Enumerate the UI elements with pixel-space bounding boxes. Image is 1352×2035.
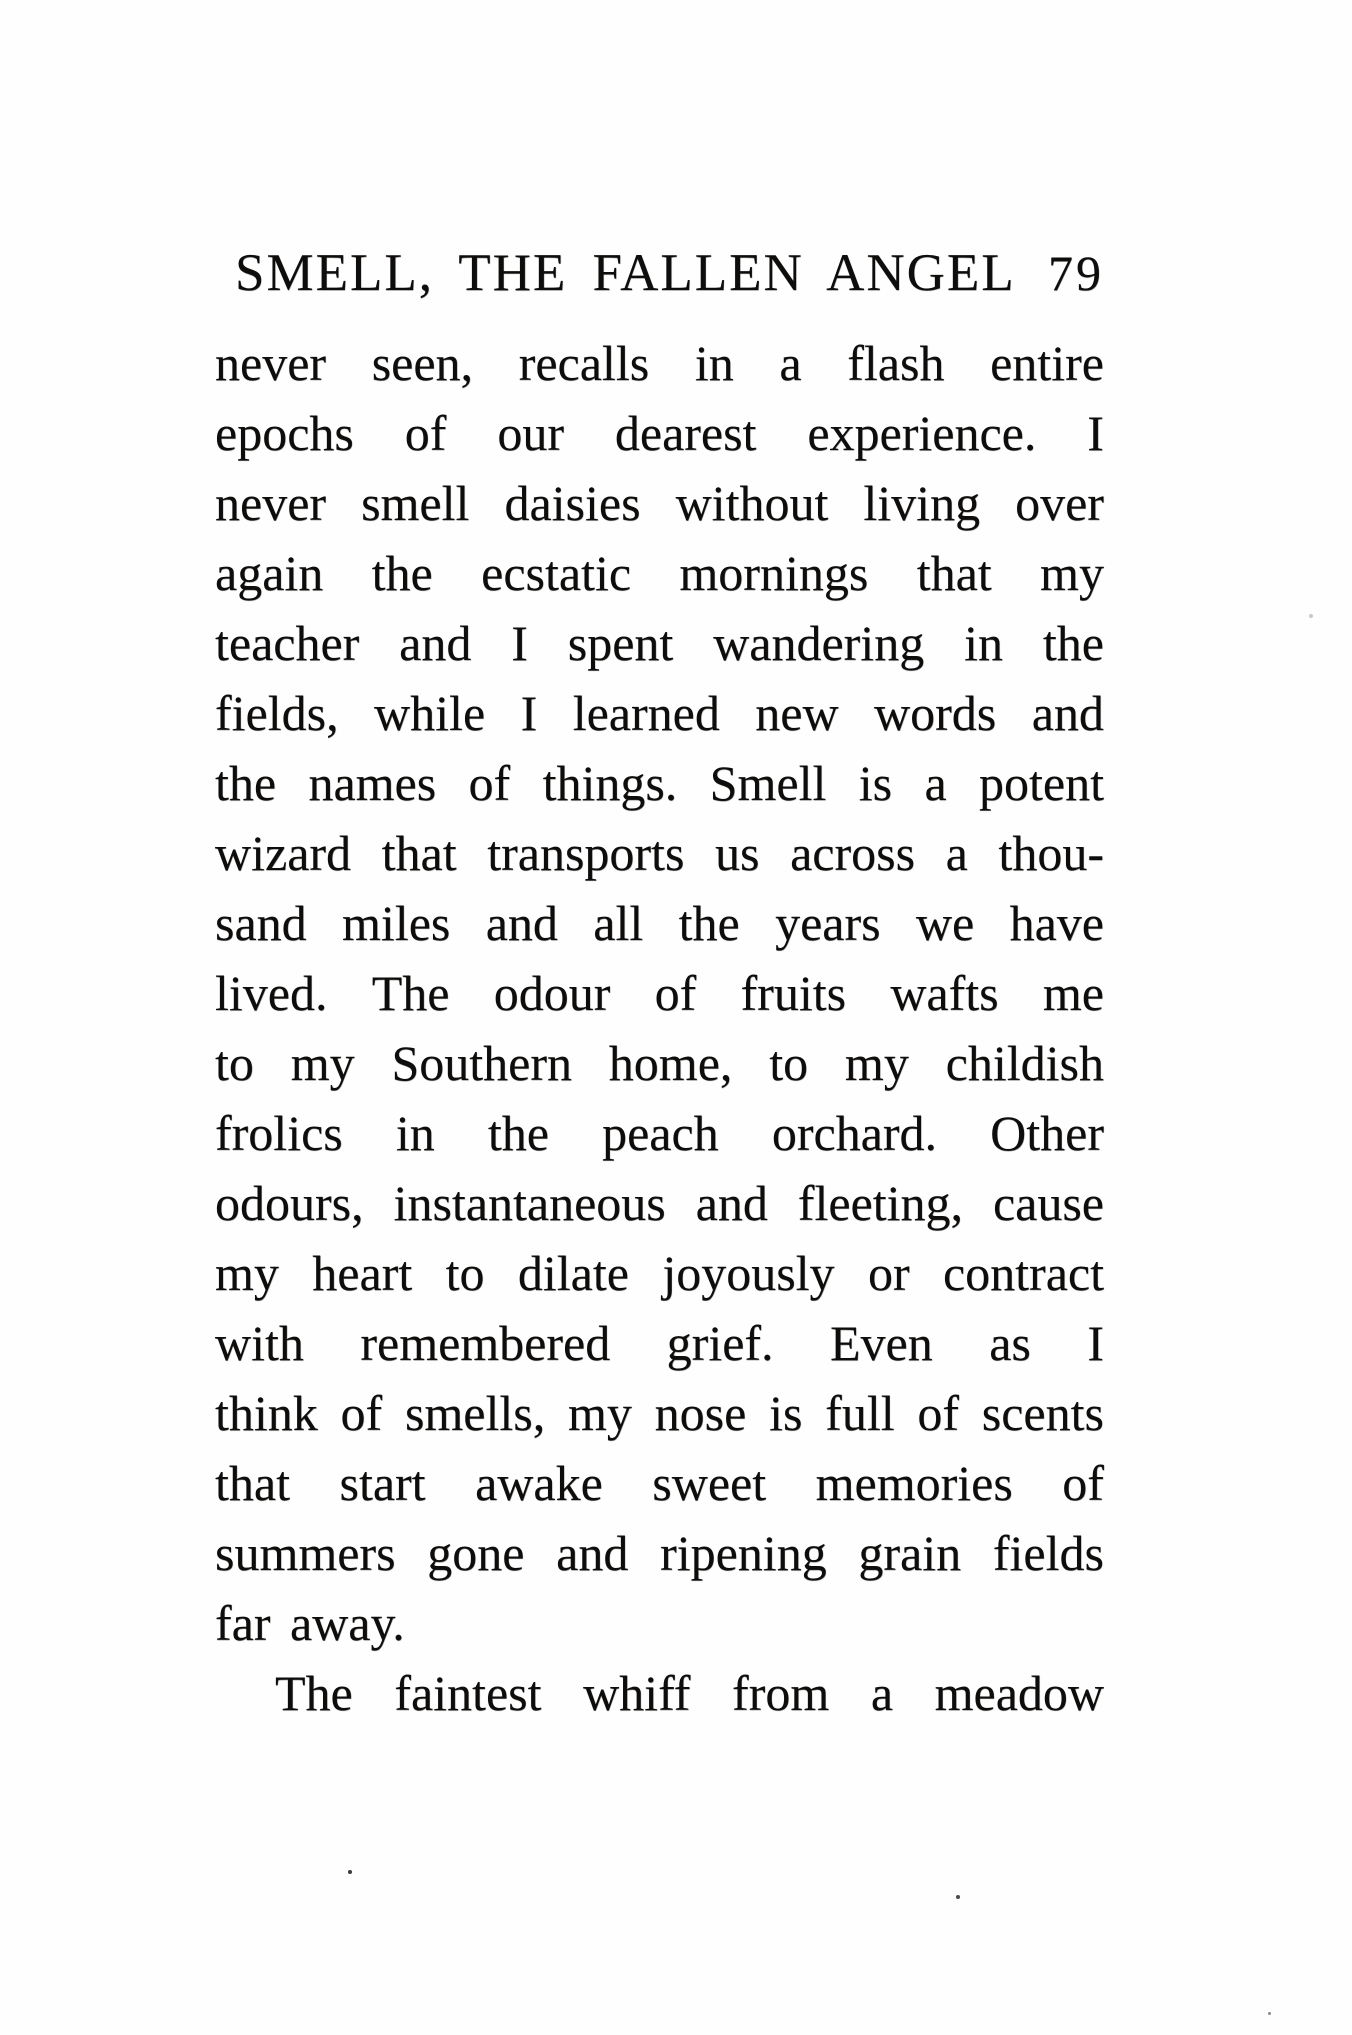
word: wizard <box>215 825 352 881</box>
word: The <box>371 965 450 1021</box>
word: names <box>308 755 437 811</box>
word: Southern <box>391 1035 572 1091</box>
word: the <box>1042 615 1104 671</box>
word: awake <box>475 1455 603 1511</box>
word: ecstatic <box>481 545 632 601</box>
word: of <box>468 755 511 811</box>
scan-speck <box>348 1870 352 1874</box>
word: wafts <box>890 965 999 1021</box>
word: we <box>915 895 975 951</box>
word: miles <box>342 895 451 951</box>
word: remembered <box>360 1315 611 1371</box>
word: across <box>790 825 916 881</box>
word: instantaneous <box>393 1175 666 1231</box>
word: learned <box>572 685 720 741</box>
word: I <box>1087 405 1104 461</box>
text-line <box>215 1378 1104 1448</box>
scan-speck <box>1309 614 1313 618</box>
word: seen, <box>371 335 474 391</box>
word: thou- <box>998 825 1104 881</box>
word: cause <box>992 1175 1104 1231</box>
word: my <box>215 1245 279 1301</box>
word: of <box>654 965 697 1021</box>
word: gone <box>427 1525 525 1581</box>
text-line <box>215 1028 1104 1098</box>
word: faintest <box>394 1665 542 1721</box>
word: while <box>374 685 486 741</box>
word: the <box>371 545 433 601</box>
text-line <box>215 818 1104 888</box>
word: that <box>381 825 457 881</box>
word: my <box>568 1385 632 1441</box>
text-line <box>215 1238 1104 1308</box>
word: sweet <box>652 1455 767 1511</box>
word: The <box>275 1665 353 1721</box>
word: from <box>732 1665 830 1721</box>
word: smell <box>361 475 470 531</box>
word: without <box>675 475 829 531</box>
text-line <box>215 608 1104 678</box>
word: me <box>1042 965 1104 1021</box>
word: orchard. <box>771 1105 937 1161</box>
word: of <box>404 405 447 461</box>
word: wandering <box>713 615 925 671</box>
word: is <box>858 755 893 811</box>
word: over <box>1015 475 1104 531</box>
word: meadow <box>934 1665 1104 1721</box>
word: in <box>694 335 734 391</box>
word: us <box>715 825 760 881</box>
word: heart <box>312 1245 413 1301</box>
word: that <box>916 545 992 601</box>
word: years <box>775 895 881 951</box>
word: my <box>290 1035 355 1091</box>
word: and <box>695 1175 768 1231</box>
word: a <box>779 335 802 391</box>
word: joyously <box>662 1245 835 1301</box>
running-title: SMELL, THE FALLEN ANGEL <box>235 244 1016 302</box>
word: entire <box>990 335 1104 391</box>
word: start <box>339 1455 426 1511</box>
word: I <box>1087 1315 1104 1371</box>
word: smells, <box>404 1385 546 1441</box>
text-line <box>215 1308 1104 1378</box>
text-line <box>215 1098 1104 1168</box>
word: contract <box>942 1245 1104 1301</box>
word: ripening <box>660 1525 827 1581</box>
text-line <box>215 1448 1104 1518</box>
word: epochs <box>215 405 354 461</box>
word: I <box>520 685 538 741</box>
word: daisies <box>504 475 641 531</box>
word: transports <box>487 825 685 881</box>
word: Other <box>990 1105 1104 1161</box>
scan-speck <box>956 1895 960 1899</box>
word: never <box>215 335 327 391</box>
word: whiff <box>583 1665 691 1721</box>
word: a <box>945 825 968 881</box>
word: a <box>870 1665 894 1721</box>
word: our <box>497 405 564 461</box>
text-line <box>215 468 1104 538</box>
text-line <box>215 1168 1104 1238</box>
word: and <box>399 615 472 671</box>
word: sand <box>215 895 307 951</box>
word: and <box>485 895 558 951</box>
word: peach <box>602 1105 719 1161</box>
text-line <box>215 1658 1104 1728</box>
word: to <box>445 1245 485 1301</box>
word: grief. <box>666 1315 774 1371</box>
word: teacher <box>215 615 360 671</box>
word: the <box>215 755 277 811</box>
text-lines <box>215 328 1104 1728</box>
word: living <box>863 475 981 531</box>
word: as <box>989 1315 1031 1371</box>
word: in <box>964 615 1003 671</box>
word: and <box>556 1525 629 1581</box>
word: the <box>487 1105 549 1161</box>
word: to <box>769 1035 809 1091</box>
word: is <box>769 1385 803 1441</box>
word: new <box>755 685 839 741</box>
word: experience. <box>807 405 1037 461</box>
word: or <box>867 1245 910 1301</box>
word: odour <box>493 965 611 1021</box>
text-line <box>215 888 1104 958</box>
word: memories <box>815 1455 1013 1511</box>
text-line <box>215 958 1104 1028</box>
word: odours, <box>215 1175 364 1231</box>
word: all <box>593 895 644 951</box>
word: of <box>340 1385 383 1441</box>
word: frolics <box>215 1105 343 1161</box>
word: dearest <box>614 405 757 461</box>
word: in <box>395 1105 435 1161</box>
word: think <box>215 1385 318 1441</box>
word: fruits <box>740 965 847 1021</box>
word: fields, <box>215 685 339 741</box>
word: potent <box>979 755 1104 811</box>
word: summers <box>215 1525 396 1581</box>
word: a <box>924 755 947 811</box>
text-line <box>215 328 1104 398</box>
scan-speck <box>1268 2012 1271 2015</box>
word: full <box>825 1385 895 1441</box>
word: scents <box>981 1385 1104 1441</box>
word: home, <box>608 1035 733 1091</box>
word: my <box>1040 545 1104 601</box>
word: with <box>215 1315 304 1371</box>
text-line <box>215 1518 1104 1588</box>
word: lived. <box>215 965 328 1021</box>
word: dilate <box>517 1245 629 1301</box>
word: again <box>215 545 324 601</box>
word: Even <box>830 1315 933 1371</box>
word: have <box>1009 895 1104 951</box>
text-line: far away. <box>215 1595 405 1651</box>
word: I <box>511 615 528 671</box>
word: that <box>215 1455 290 1511</box>
word: grain <box>858 1525 962 1581</box>
word: the <box>678 895 740 951</box>
word: things. <box>542 755 678 811</box>
word: of <box>917 1385 960 1441</box>
word: never <box>215 475 327 531</box>
word: words <box>874 685 997 741</box>
word: fleeting, <box>797 1175 964 1231</box>
text-line <box>215 678 1104 748</box>
word: childish <box>945 1035 1104 1091</box>
word: and <box>1031 685 1104 741</box>
word: spent <box>567 615 674 671</box>
word: of <box>1062 1455 1104 1511</box>
word: mornings <box>679 545 869 601</box>
text-line <box>215 398 1104 468</box>
word: my <box>844 1035 909 1091</box>
word: flash <box>847 335 945 391</box>
word: to <box>215 1035 254 1091</box>
page-header <box>215 243 1104 313</box>
word: Smell <box>709 755 827 811</box>
word: nose <box>654 1385 747 1441</box>
text-line <box>215 538 1104 608</box>
text-line <box>215 748 1104 818</box>
page-number: 79 <box>1048 245 1104 301</box>
word: fields <box>992 1525 1104 1581</box>
word: recalls <box>518 335 650 391</box>
